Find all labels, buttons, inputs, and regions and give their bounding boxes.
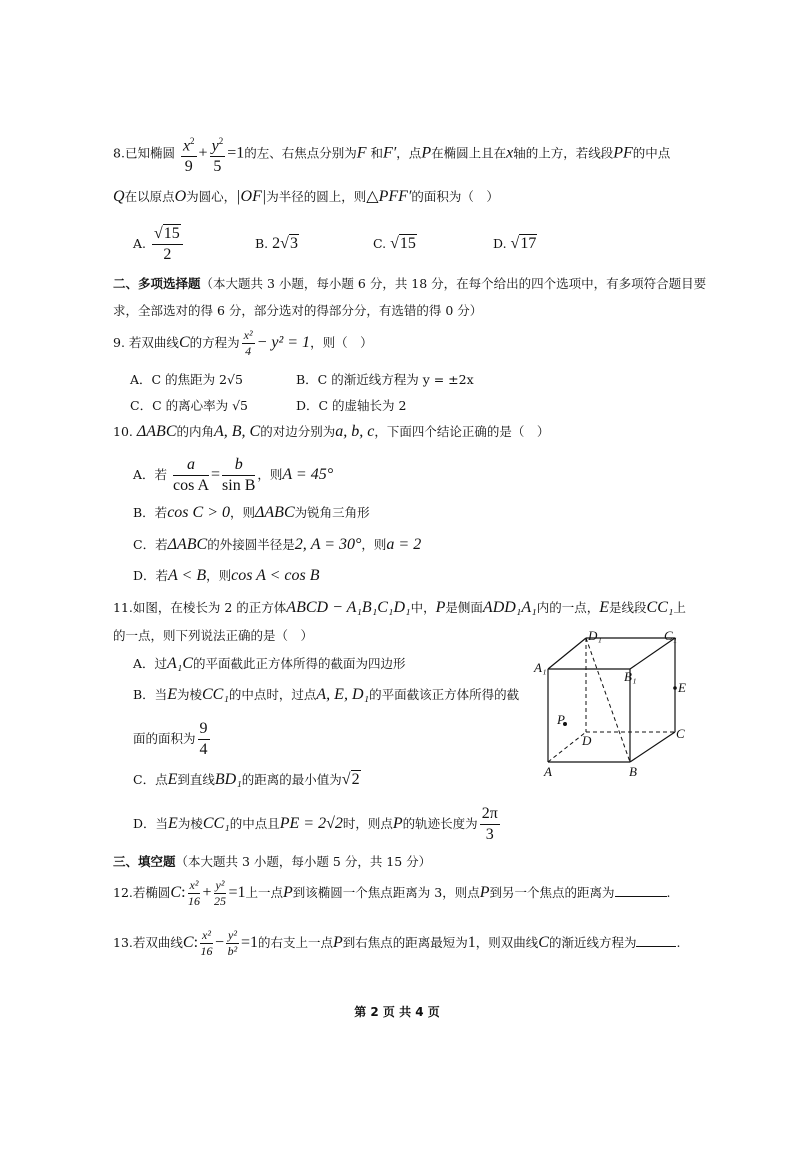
option-text: C．若: [133, 537, 168, 552]
option-math: P: [392, 815, 403, 832]
q8-b-rad: 3: [289, 235, 298, 252]
q10-a-frac2: [222, 455, 255, 496]
q12-frac2: [214, 878, 227, 909]
section-title: 二、多项选择题: [113, 276, 201, 291]
option-text: 面的面积为: [133, 731, 196, 746]
q8-text: 的面积为（ ）: [411, 189, 499, 204]
q13-end: .: [676, 935, 681, 950]
q12-P: P: [282, 884, 293, 901]
point-E: [673, 686, 677, 690]
q8-option-b[interactable]: B. 2√3: [255, 235, 298, 252]
q8-text: 在以原点: [124, 189, 175, 204]
label-P: P: [557, 712, 565, 727]
edge-BC: [630, 732, 675, 762]
q8-a-frac: $\frac{√15}{2}$: [152, 224, 183, 265]
q8-F2: F′: [383, 144, 397, 162]
label-D1: D₁: [588, 628, 602, 643]
q8-PF: PF: [613, 144, 633, 162]
q11-seg: CC₁: [646, 599, 674, 616]
q8-frac-y-den: 5: [213, 158, 222, 176]
q9-frac-num: x²: [243, 328, 253, 342]
option-text: C．C 的离心率为 √5: [130, 398, 248, 413]
option-text: 的平面截此正方体所得的截面为四边形: [193, 656, 406, 671]
frac-num: x²: [202, 928, 211, 942]
option-math: CC₁: [201, 686, 229, 703]
option-math: A = 45°: [282, 466, 334, 483]
q13-text: 若双曲线: [132, 935, 183, 950]
q10-a-frac1: [173, 455, 209, 496]
q11-cube: ABCD − A₁B₁C₁D₁: [286, 599, 411, 616]
q11-face: ADD₁A₁: [482, 599, 537, 616]
q9-frac-den: 4: [245, 344, 252, 358]
option-math: 2, A = 30°: [294, 536, 362, 553]
q10-sides: a, b, c: [335, 423, 375, 440]
option-math: CC₁: [202, 815, 230, 832]
option-text: 的距离的最小值为: [241, 772, 342, 787]
q12-text: 到该椭圆一个焦点距离为 3，则点: [292, 885, 480, 900]
q8-frac-x-den: 9: [184, 158, 193, 176]
option-math: a = 2: [386, 536, 422, 553]
q9-frac: [242, 328, 255, 359]
option-label: D.: [493, 236, 507, 251]
q8-text: 和: [370, 145, 384, 161]
q13-text: 的渐近线方程为: [548, 935, 637, 950]
option-text: A．过: [133, 656, 168, 671]
q8-option-d[interactable]: D. √17: [493, 235, 537, 252]
q8-text: ，点: [396, 145, 422, 161]
section-desc: （本大题共 3 小题，每小题 6 分，共 18 分，在每个给出的四个选项中，有多项符合题目要: [200, 276, 707, 291]
q13-colon: :: [193, 934, 199, 951]
option-text: 为棱: [176, 687, 202, 702]
option-text: 为棱: [177, 816, 203, 831]
frac-den: 4: [199, 741, 208, 758]
label-A: A: [544, 764, 552, 779]
label-E: E: [678, 680, 686, 695]
label-D: D: [582, 733, 592, 748]
option-label: A.: [133, 236, 147, 251]
q8-x: x: [506, 144, 514, 162]
frac-den: 25: [213, 894, 226, 908]
q11-d-frac: [480, 804, 500, 845]
option-text: A．若: [133, 467, 168, 482]
q9-option-d[interactable]: [296, 396, 407, 414]
q8-text: 已知椭圆: [124, 145, 175, 161]
option-text: 的中点时，过点: [228, 687, 317, 702]
option-text: B．若: [133, 505, 168, 520]
option-math: BD₁: [214, 771, 242, 788]
option-text: D．当: [133, 816, 169, 831]
q8-frac-y-num: y: [211, 137, 219, 155]
q8-text: 为圆心，: [186, 189, 237, 204]
option-text: C．点: [133, 772, 168, 787]
section2-header: [113, 274, 706, 292]
option-math: E: [168, 815, 178, 832]
q8-text: 在椭圆上且在: [431, 145, 507, 161]
section-desc: （本大题共 3 小题，每小题 5 分，共 15 分）: [175, 854, 432, 869]
frac-den: sin B: [222, 477, 256, 494]
q8-d-rad: 17: [520, 235, 537, 252]
option-text: B．C 的渐近线方程为 y = ±2x: [296, 372, 474, 387]
q13-one: 1: [467, 934, 476, 951]
q9-text: 若双曲线: [128, 335, 179, 350]
q8-a-num: 15: [163, 225, 180, 242]
q10-option-a[interactable]: [133, 455, 333, 496]
option-text: 为锐角三角形: [294, 505, 370, 520]
q9-text: 的方程为: [189, 335, 240, 350]
q11-text: 中，: [410, 600, 436, 615]
option-text: D．C 的虚轴长为 2: [296, 398, 407, 413]
q10-stem: [113, 422, 549, 441]
q13-frac2: [226, 928, 239, 959]
q12-end: .: [666, 885, 671, 900]
q8-line2: [113, 186, 499, 206]
frac-num: 2π: [480, 804, 500, 825]
q10-option-d[interactable]: [133, 566, 320, 585]
q9-number: 9.: [113, 335, 125, 350]
q8-text: 的中点: [632, 145, 671, 161]
frac-num: b: [222, 455, 255, 476]
q12-text: 到另一个焦点的距离为: [489, 885, 615, 900]
option-text: ，则: [229, 505, 255, 520]
q8-c-rad: 15: [399, 235, 416, 252]
label-C: C: [676, 726, 685, 741]
q8-O: O: [174, 188, 187, 205]
q13-minus: −: [214, 934, 224, 951]
option-math: A₁C: [167, 655, 194, 672]
q11-option-b-line2: [133, 719, 212, 760]
option-label: C.: [373, 236, 387, 251]
option-text: 的平面截该正方体所得的截: [369, 687, 520, 702]
q13-number: 13.: [113, 935, 133, 950]
q9-option-b[interactable]: [296, 370, 474, 388]
option-text: A．C 的焦距为 2√5: [130, 372, 243, 387]
q8-a-den: 2: [163, 246, 172, 263]
option-math: A, E, D₁: [316, 686, 370, 703]
q9-eq: − y² = 1: [256, 334, 311, 351]
q13-C: C: [538, 934, 549, 951]
option-text: ，则: [257, 467, 283, 482]
q8-OF: |OF|: [236, 188, 267, 205]
q8-triangle: △PFF′: [366, 188, 412, 205]
q11-text: 是侧面: [445, 600, 483, 615]
q11-stem: [113, 598, 686, 617]
segment-D1B: [586, 638, 630, 762]
q12-stem: [113, 878, 670, 909]
frac-num: x²: [189, 878, 199, 892]
option-text: 到直线: [177, 772, 215, 787]
option-text: 的中点且: [229, 816, 280, 831]
q13-P: P: [332, 934, 343, 951]
cube-figure: [530, 624, 698, 780]
frac-den: 16: [200, 944, 213, 958]
q8-b-coef: 2: [272, 235, 281, 252]
q11-stem-line2: [113, 626, 313, 644]
q10-option-b[interactable]: [133, 503, 370, 522]
option-math: E: [167, 686, 177, 703]
frac-den: b²: [227, 944, 238, 958]
q8-F: F: [356, 144, 367, 162]
q13-eq: =1: [240, 934, 258, 951]
frac-num: y²: [228, 928, 237, 942]
label-B1: B₁: [624, 669, 637, 684]
q13-answer-blank[interactable]: [636, 934, 676, 947]
option-math: ΔABC: [167, 536, 208, 553]
edge-A1D1: [548, 638, 586, 669]
q12-C: C: [170, 884, 182, 901]
q12-text: 上一点: [245, 885, 283, 900]
q12-answer-blank[interactable]: [615, 884, 667, 897]
q11-P: P: [435, 599, 446, 616]
option-math: E: [167, 771, 178, 788]
option-text: ，则: [361, 537, 387, 552]
q11-option-c[interactable]: C．点E到直线BD₁的距离的最小值为√2: [133, 771, 360, 788]
frac-den: cos A: [173, 477, 210, 494]
q8-text: 为半径的圆上，则: [266, 189, 367, 204]
q10-number: 10.: [113, 424, 133, 439]
q11-text: 是线段: [609, 600, 647, 615]
q13-stem: [113, 928, 680, 959]
q13-text: ，则双曲线: [475, 935, 539, 950]
q12-P: P: [479, 884, 490, 901]
q9-C: C: [178, 334, 190, 351]
q10-text: 的对边分别为: [260, 424, 336, 439]
q11-b-frac: [198, 719, 210, 760]
q13-text: 到右焦点的距离最短为: [342, 935, 468, 950]
q12-number: 12.: [113, 885, 133, 900]
option-math: ΔABC: [255, 504, 295, 521]
section-desc: 求，全部选对的得 6 分，部分选对的得部分分，有选错的得 0 分）: [113, 303, 483, 318]
label-A1: A₁: [534, 660, 547, 675]
q13-C: C: [182, 934, 194, 951]
q11-E: E: [599, 599, 609, 616]
option-math: cos C > 0: [167, 504, 230, 521]
frac-num: a: [173, 455, 209, 476]
edge-AD: [548, 732, 586, 762]
option-math: A < B: [168, 567, 207, 584]
q11-text: 上: [673, 600, 686, 615]
option-text: B．当: [133, 687, 168, 702]
q8-option-a[interactable]: [133, 224, 185, 265]
q8-eq-rhs: =1: [227, 144, 245, 162]
q9-option-a[interactable]: [130, 370, 243, 388]
option-text: 的外接圆半径是: [207, 537, 295, 552]
q13-frac1: [200, 928, 213, 959]
q8-P: P: [421, 144, 432, 162]
q11-text: 内的一点，: [536, 600, 600, 615]
q10-angles: A, B, C: [214, 423, 261, 440]
option-text: 时，则点: [342, 816, 393, 831]
q10-text: 的内角: [176, 424, 214, 439]
q13-text: 的右支上一点: [257, 935, 333, 950]
section2-desc-line2: [113, 301, 482, 319]
option-text: ，则: [206, 568, 232, 583]
q8-line1: [113, 131, 670, 177]
q8-number: 8.: [113, 145, 125, 161]
q11-number: 11.: [113, 600, 133, 615]
q9-option-c[interactable]: [130, 396, 248, 414]
section3-header: [113, 852, 431, 870]
q8-frac-x-num: x: [182, 137, 191, 155]
q12-colon: :: [181, 884, 186, 901]
q11-text: 如图，在棱长为 2 的正方体: [132, 600, 287, 615]
label-C1: C₁: [664, 628, 678, 643]
q12-frac1: [188, 878, 201, 909]
q11-text: 的一点，则下列说法正确的是（ ）: [113, 628, 314, 643]
option-text: 的轨迹长度为: [402, 816, 478, 831]
section-title: 三、填空题: [113, 854, 176, 869]
frac-den: 16: [188, 894, 200, 908]
frac-num: 9: [198, 719, 210, 740]
q12-text: 若椭圆: [132, 885, 171, 900]
q9-stem: [113, 328, 373, 359]
q12-plus: +: [202, 884, 212, 901]
q11-option-a[interactable]: [133, 654, 406, 673]
q8-plus: +: [198, 144, 208, 162]
eq-sign: =: [211, 466, 221, 483]
option-math: cos A < cos B: [231, 567, 320, 584]
q11-option-d[interactable]: [133, 804, 502, 845]
page-footer: 第 2 页 共 4 页: [354, 1005, 440, 1019]
q8-option-c[interactable]: C. √15: [373, 235, 416, 252]
frac-num: y²: [215, 878, 225, 892]
q8-text: 轴的上方，若线段: [513, 145, 614, 161]
label-B: B: [629, 764, 637, 779]
q8-text: 的左、右焦点分别为: [244, 145, 357, 161]
option-text: D．若: [133, 568, 169, 583]
frac-den: 3: [485, 826, 494, 843]
option-label: B.: [255, 236, 269, 251]
q8-frac-x: $\frac{x^2}{9}$: [181, 131, 197, 177]
q8-Q: Q: [113, 188, 125, 205]
q10-triangle: ΔABC: [136, 423, 177, 440]
option-math: 2: [351, 771, 360, 788]
option-math: PE = 2√2: [279, 815, 343, 832]
q10-text: ，下面四个结论正确的是（ ）: [374, 424, 550, 439]
q12-eq: =1: [228, 884, 246, 901]
q10-option-c[interactable]: [133, 535, 421, 554]
q9-text: ，则（ ）: [310, 335, 373, 350]
q11-option-b[interactable]: [133, 685, 519, 704]
q8-frac-y: $\frac{y^2}{5}$: [210, 131, 226, 177]
